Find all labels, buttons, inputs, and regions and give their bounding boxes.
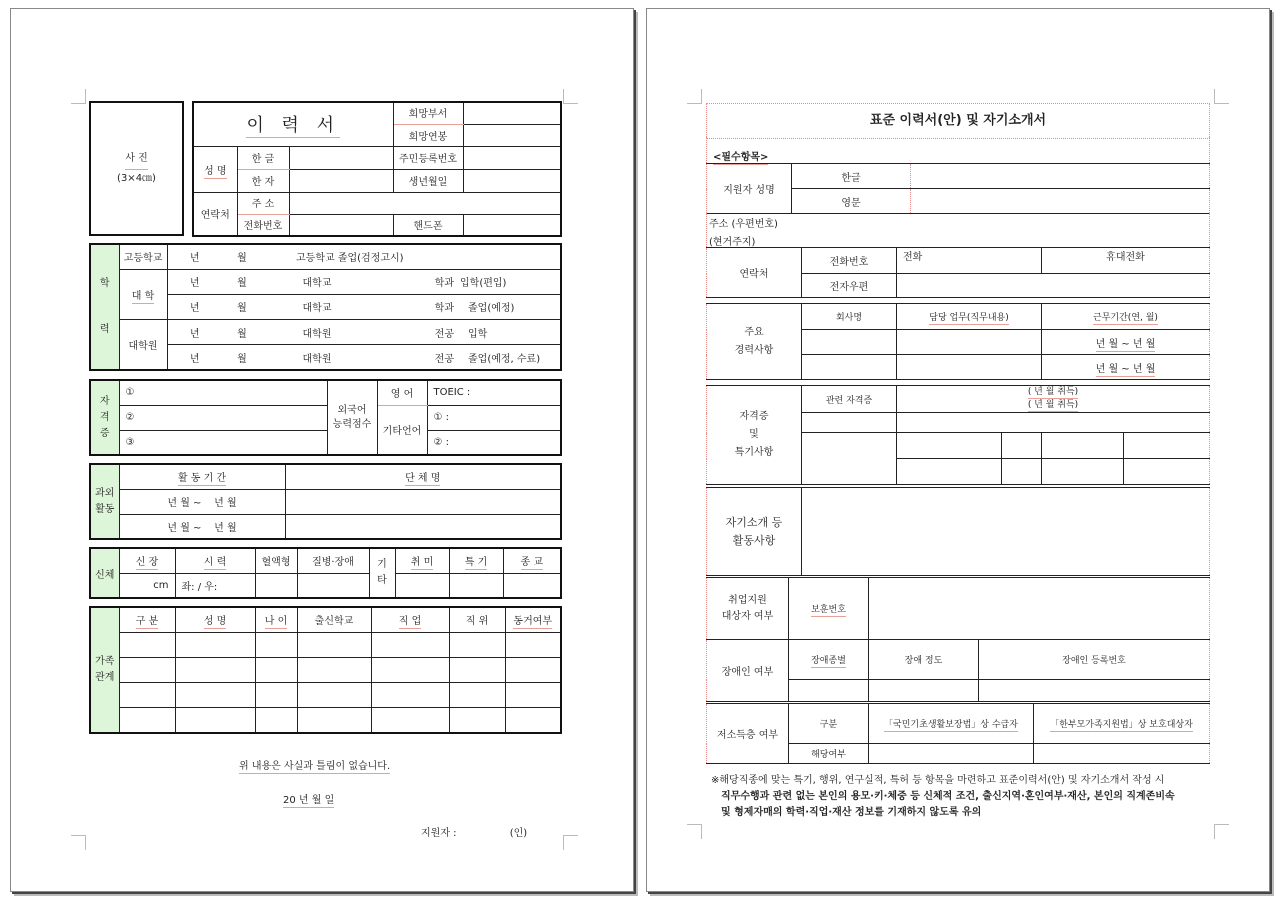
- name-hangul-field[interactable]: [289, 146, 393, 169]
- name-hangul-field[interactable]: [911, 164, 1210, 189]
- disabled-table: 장애인 여부 장애종별 장애 정도 장애인 등록번호: [706, 639, 1210, 702]
- hope-dept-field[interactable]: [463, 102, 561, 124]
- lowincome-table: 저소득층 여부 구분 「국민기초생활보장법」상 수급자 「한부모가족지원법」상 보호대상자 해당여부: [706, 703, 1210, 764]
- education-table: 학 력 고등학교 년 월 고등학교 졸업(검정고시) 대 학 년 월 대학교 학과 입학(편입) 년 월 대학교 학과 졸업(예정) 대학원 년 월 대학원 전공 입학 년 월 대학원 전공 졸업(예정, 수료): [89, 243, 562, 371]
- org-field[interactable]: [285, 489, 561, 514]
- photo-box: 사 진 (3×4㎝): [89, 101, 184, 236]
- crop-mark: [71, 835, 86, 850]
- required-label: <필수항목>: [713, 152, 769, 163]
- address-label: 주소 (우편번호): [709, 219, 778, 230]
- email-field[interactable]: [897, 274, 1210, 298]
- crop-mark: [687, 89, 702, 104]
- crop-mark: [1214, 89, 1229, 104]
- phone-field[interactable]: [289, 214, 393, 236]
- name-hanja-field[interactable]: [289, 169, 393, 192]
- statement: 위 내용은 사실과 틀림이 없습니다.: [239, 761, 391, 772]
- name-english-field[interactable]: [911, 189, 1210, 214]
- contact-table: 연락처 전화번호 전화 휴대전화 전자우편: [706, 247, 1210, 298]
- career-table: 주요 경력사항 회사명 담당 업무(직무내용) 근무기간(연, 월) 년 월 ~ 년 월 년 월 ~ 년 월: [706, 303, 1210, 380]
- activity-table: 과외 활동 활 동 기 간 단 체 명 년 월 ~ 년 월 년 월 ~ 년 월: [89, 463, 562, 540]
- physical-table: 신체 신 장 시 력 혈액형 질병·장애 기 타 취 미 특 기 종 교 cm 좌: / 우:: [89, 547, 562, 599]
- family-table: 가족 관계 구 분 성 명 나 이 출신학교 직 업 직 위 동거여부: [89, 606, 562, 734]
- birth-field[interactable]: [463, 169, 561, 192]
- crop-mark: [1214, 824, 1229, 839]
- certificate-table: 자 격 증 ① 외국어 능력점수 영 어 TOEIC : ② 기타언어 ① : ③ ② :: [89, 379, 562, 456]
- personal-info-table: 이 력 서 희망부서 희망연봉 성 명 한 글 주민등록번호 한 자 생년월일 연락처 주 소 전화번호 핸드폰: [192, 101, 562, 237]
- org-field[interactable]: [285, 514, 561, 539]
- applicant-name-table: 지원자 성명 한글 영문: [706, 163, 1210, 214]
- intro-table: 자기소개 등 활동사항: [706, 487, 1210, 576]
- cert-table: 자격증 및 특기사항 관련 자격증 ( 년 월 취득) ( 년 월 취득): [706, 385, 1210, 485]
- resume-page-left: [10, 8, 634, 892]
- crop-mark: [563, 89, 578, 104]
- resume-title: 이 력 서: [246, 115, 341, 137]
- intro-field[interactable]: [802, 488, 1210, 576]
- veteran-no-field[interactable]: [869, 578, 1210, 640]
- applicant-line: 지원자 : (인): [421, 828, 528, 839]
- crop-mark: [687, 824, 702, 839]
- address-label-2: (현거주지): [709, 237, 756, 248]
- hope-salary-field[interactable]: [463, 124, 561, 146]
- crop-mark: [563, 835, 578, 850]
- crop-mark: [71, 89, 86, 104]
- date-line: 20 년 월 일: [283, 795, 335, 806]
- support-table: 취업지원 대상자 여부 보훈번호: [706, 577, 1210, 640]
- form-title: 표준 이력서(안) 및 자기소개서: [706, 103, 1210, 139]
- resume-page-right: [646, 8, 1270, 892]
- rrn-field[interactable]: [463, 146, 561, 169]
- mobile-field[interactable]: [463, 214, 561, 236]
- address-field[interactable]: [289, 192, 561, 214]
- instruction-note: ※해당직종에 맞는 특기, 행위, 연구실적, 특허 등 항목을 마련하고 표준이력서(안) 및 자기소개서 작성 시 직무수행과 관련 없는 본인의 용모·키·체중 등 신체적 조건, 출신지역·혼인여부·재산, 본인의 직계존비속 및 형제자매의 학력·직업·재산 정보를 기재하지 않도록 유의: [711, 775, 1175, 818]
